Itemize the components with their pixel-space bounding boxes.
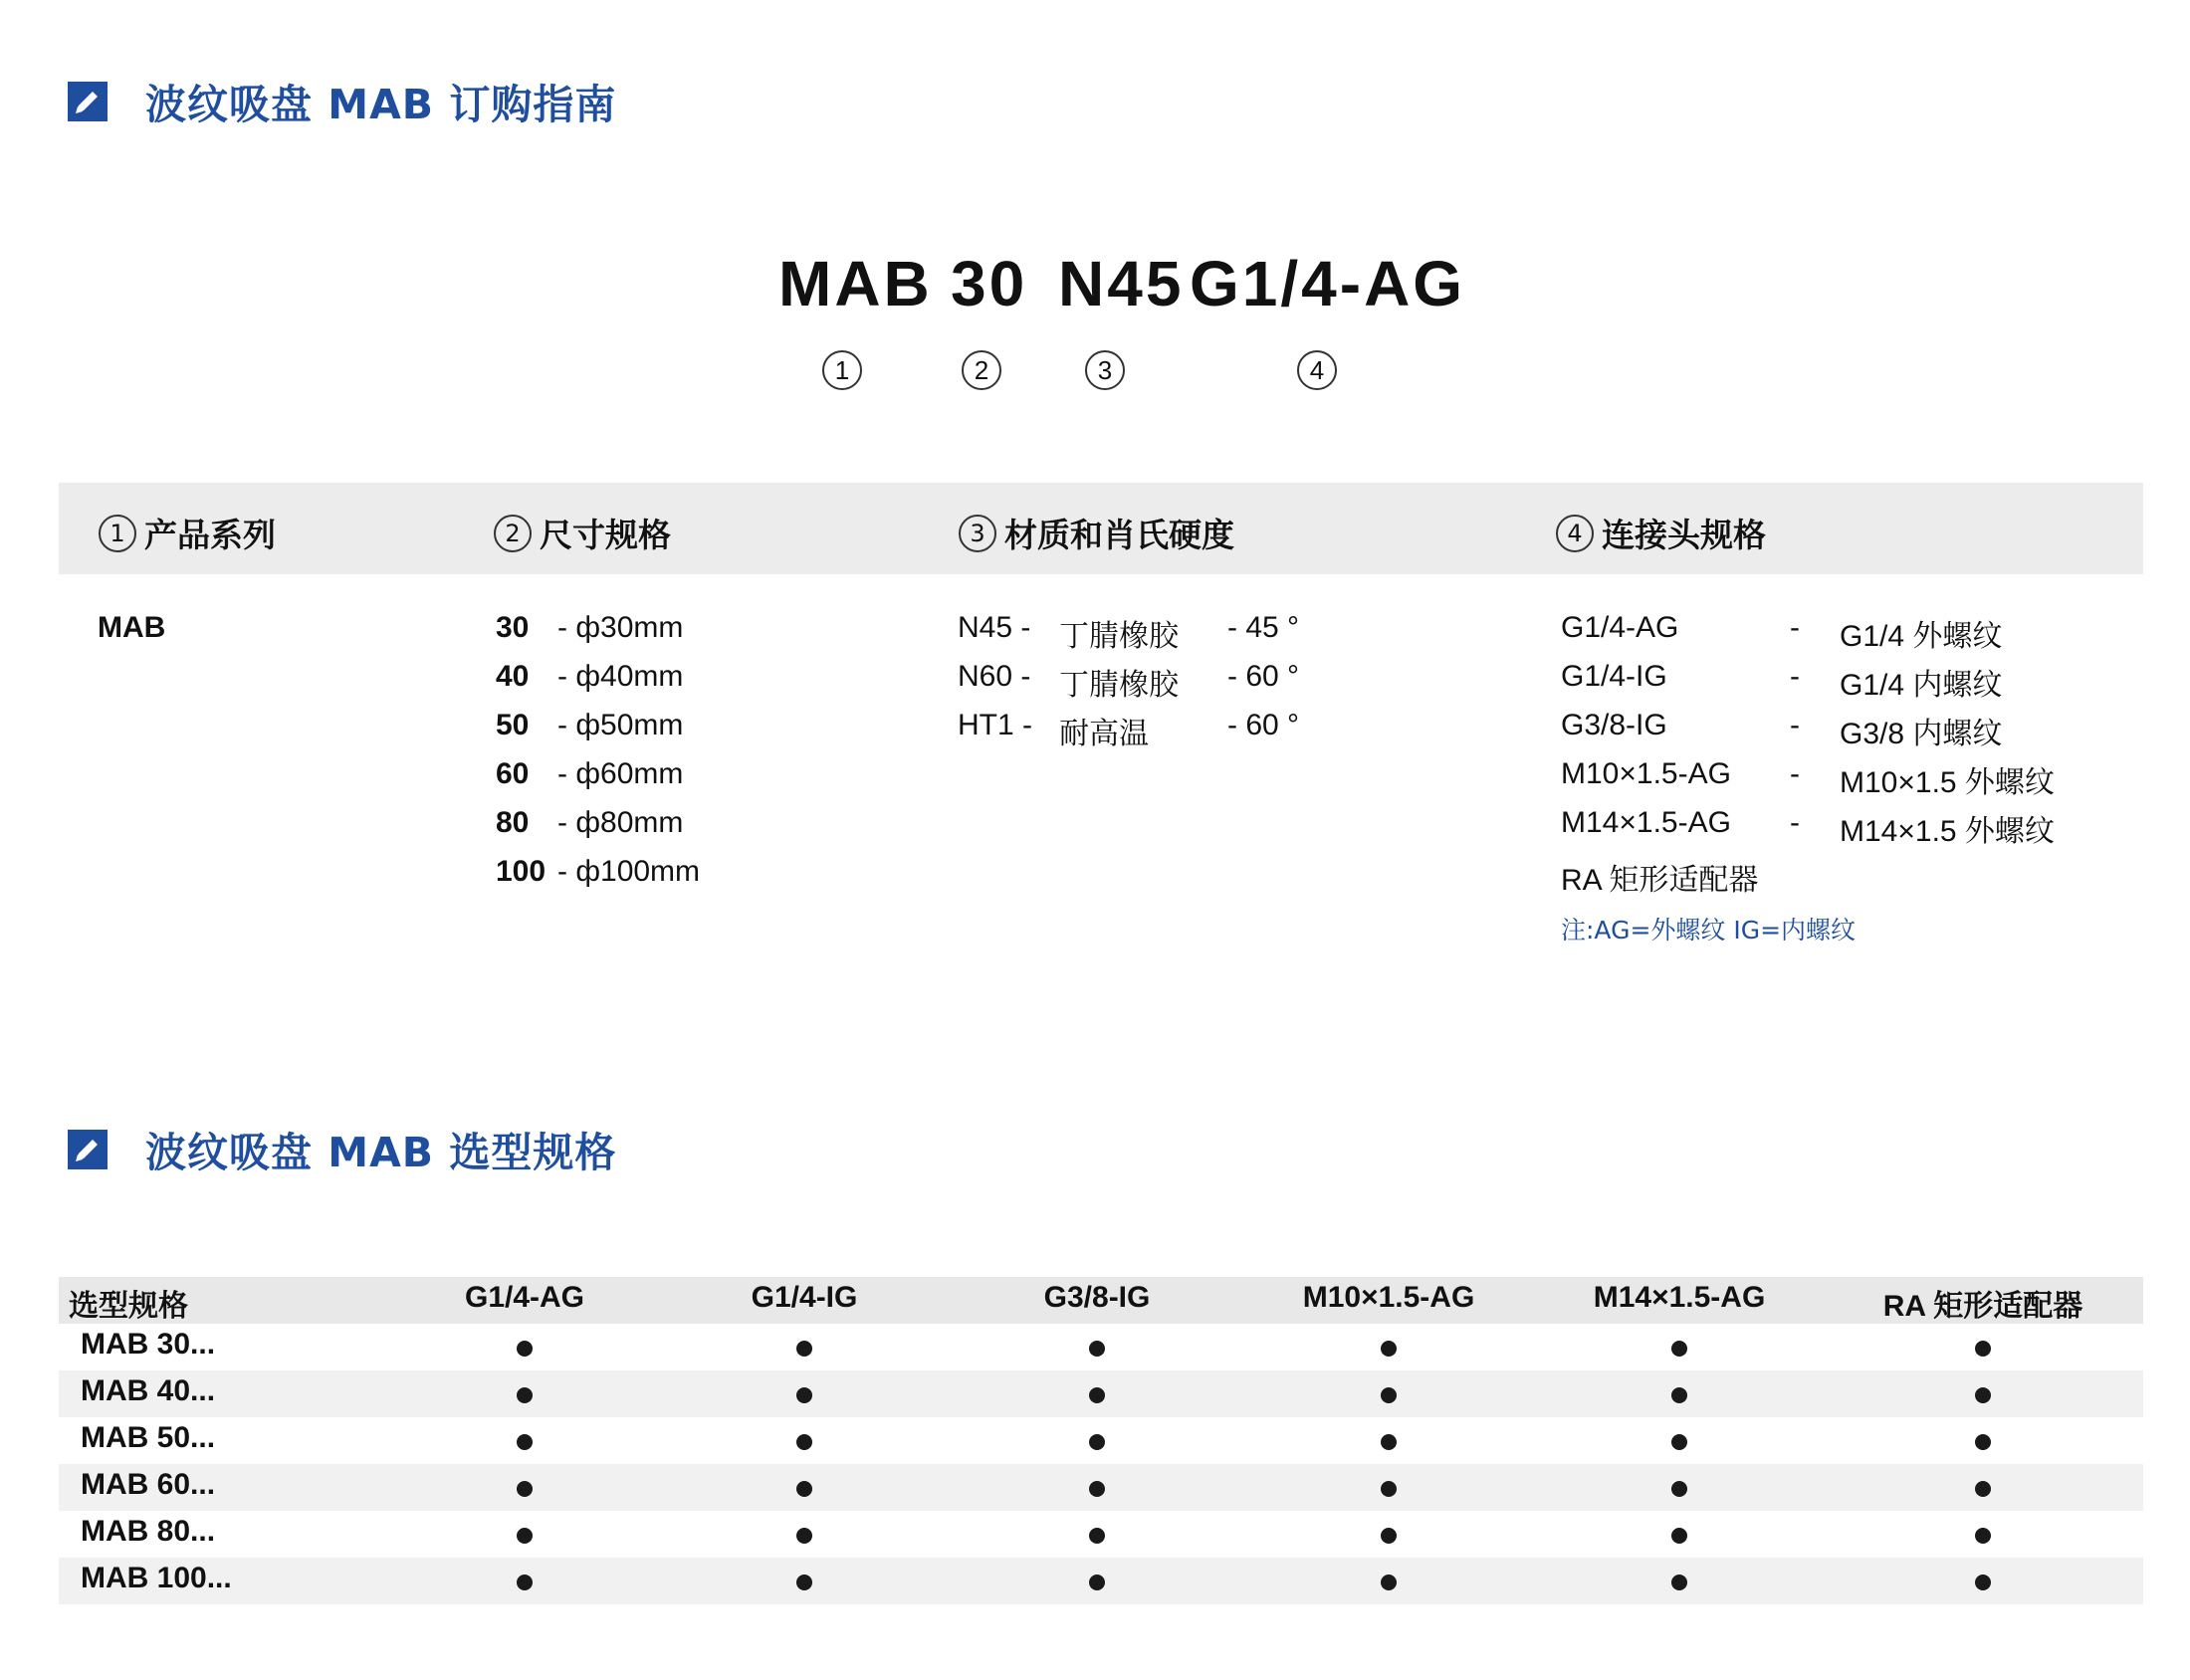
availability-dot: [1089, 1575, 1105, 1590]
availability-dot: [1381, 1575, 1397, 1590]
material-hardness: - 60 °: [1227, 709, 1300, 741]
number-circle: 1: [99, 515, 136, 552]
adapter-label: RA 矩形适配器: [1561, 864, 1759, 897]
availability-dot: [1671, 1341, 1687, 1357]
availability-dot: [1671, 1387, 1687, 1403]
code-part-size: 30: [951, 248, 1028, 319]
number-circle: 3: [959, 515, 996, 552]
order-code: [0, 247, 2190, 326]
availability-dot: [1089, 1434, 1105, 1450]
column-header: M14×1.5-AG: [1593, 1281, 1766, 1314]
availability-dot: [1975, 1575, 1991, 1590]
size-code: 80: [496, 806, 530, 839]
availability-dot: [1381, 1387, 1397, 1403]
code-part-material: N45: [1058, 248, 1185, 319]
row-label: MAB 40...: [81, 1374, 216, 1407]
table-row: [59, 1558, 2143, 1604]
availability-dot: [796, 1528, 812, 1544]
connector-desc: G1/4 内螺纹: [1840, 669, 2003, 702]
availability-dot: [1089, 1528, 1105, 1544]
size-code: 100: [496, 855, 547, 888]
row-label: MAB 100...: [81, 1562, 232, 1594]
spec-header-connector: [1556, 510, 1766, 556]
material-hardness: - 60 °: [1227, 660, 1300, 693]
availability-dot: [796, 1575, 812, 1590]
connector-desc: G3/8 内螺纹: [1840, 718, 2003, 750]
connector-code: G3/8-IG: [1561, 709, 1667, 741]
availability-dot: [796, 1387, 812, 1403]
code-marker-4: 4: [1297, 350, 1337, 390]
availability-dot: [1381, 1434, 1397, 1450]
size-desc: - ф80mm: [557, 806, 684, 839]
material-hardness: - 45 °: [1227, 611, 1300, 644]
section-header-selection: [68, 1120, 616, 1178]
header-label: 材质和肖氏硬度: [1004, 516, 1234, 554]
connector-code: G1/4-IG: [1561, 660, 1667, 693]
availability-dot: [1975, 1434, 1991, 1450]
connector-dash: -: [1790, 806, 1800, 839]
availability-dot: [1671, 1575, 1687, 1590]
connector-dash: -: [1790, 709, 1800, 741]
connector-dash: -: [1790, 660, 1800, 693]
connector-desc: M10×1.5 外螺纹: [1840, 766, 2055, 799]
series-value: MAB: [98, 611, 166, 644]
section-title: 波纹吸盘 MAB 选型规格: [145, 1129, 617, 1176]
number-circle: 2: [494, 515, 532, 552]
size-code: 60: [496, 757, 530, 790]
availability-dot: [517, 1575, 533, 1590]
availability-dot: [1381, 1481, 1397, 1497]
row-label: MAB 80...: [81, 1515, 216, 1548]
availability-dot: [1975, 1481, 1991, 1497]
table-row: [59, 1324, 2143, 1370]
size-desc: - ф60mm: [557, 757, 684, 790]
availability-dot: [1089, 1341, 1105, 1357]
size-desc: - ф50mm: [557, 709, 684, 741]
material-name: 丁腈橡胶: [1059, 620, 1179, 653]
availability-dot: [1975, 1387, 1991, 1403]
row-label: MAB 50...: [81, 1421, 216, 1454]
size-desc: - ф100mm: [557, 855, 701, 888]
table-row: [59, 1511, 2143, 1558]
availability-dot: [517, 1387, 533, 1403]
edit-pencil-icon: [68, 1130, 108, 1169]
header-label: 产品系列: [144, 516, 276, 554]
connector-note: 注:AG=外螺纹 IG=内螺纹: [1561, 916, 1857, 945]
availability-dot: [1975, 1528, 1991, 1544]
connector-dash: -: [1790, 611, 1800, 644]
connector-dash: -: [1790, 757, 1800, 790]
table-corner-label: 选型规格: [69, 1290, 188, 1323]
availability-dot: [1381, 1528, 1397, 1544]
code-marker-2: 2: [962, 350, 1001, 390]
availability-dot: [517, 1434, 533, 1450]
availability-dot: [1671, 1481, 1687, 1497]
table-header-row: [59, 1277, 2143, 1324]
section-title: 波纹吸盘 MAB 订购指南: [145, 81, 617, 128]
material-code: HT1 -: [958, 709, 1032, 741]
table-row: [59, 1417, 2143, 1464]
code-part-series: MAB: [778, 248, 933, 319]
size-code: 40: [496, 660, 530, 693]
availability-dot: [517, 1528, 533, 1544]
section-header-ordering: [68, 72, 616, 130]
column-header: G1/4-AG: [464, 1281, 585, 1314]
header-label: 尺寸规格: [540, 516, 671, 554]
availability-dot: [1975, 1341, 1991, 1357]
availability-dot: [1671, 1434, 1687, 1450]
availability-dot: [1089, 1387, 1105, 1403]
table-row: [59, 1370, 2143, 1417]
availability-dot: [1089, 1481, 1105, 1497]
column-header: M10×1.5-AG: [1302, 1281, 1475, 1314]
column-header: G1/4-IG: [751, 1281, 858, 1314]
availability-dot: [796, 1341, 812, 1357]
header-label: 连接头规格: [1602, 516, 1766, 554]
availability-dot: [796, 1481, 812, 1497]
column-header: G3/8-IG: [1043, 1281, 1151, 1314]
availability-dot: [1671, 1528, 1687, 1544]
spec-header-series: [99, 510, 276, 556]
edit-pencil-icon: [68, 82, 108, 121]
code-part-connector: G1/4-AG: [1190, 248, 1466, 319]
material-code: N60 -: [958, 660, 1031, 693]
code-marker-3: 3: [1085, 350, 1125, 390]
availability-dot: [796, 1434, 812, 1450]
material-name: 丁腈橡胶: [1059, 669, 1179, 702]
spec-header-material: [959, 510, 1234, 556]
row-label: MAB 60...: [81, 1468, 216, 1501]
size-desc: - ф40mm: [557, 660, 684, 693]
column-header: RA 矩形适配器: [1882, 1290, 2083, 1323]
table-row: [59, 1464, 2143, 1511]
spec-header-size: [494, 510, 671, 556]
material-name: 耐高温: [1059, 718, 1149, 750]
connector-code: M14×1.5-AG: [1561, 806, 1731, 839]
size-desc: - ф30mm: [557, 611, 684, 644]
connector-code: M10×1.5-AG: [1561, 757, 1731, 790]
connector-desc: M14×1.5 外螺纹: [1840, 815, 2055, 848]
size-code: 30: [496, 611, 530, 644]
availability-dot: [517, 1341, 533, 1357]
connector-desc: G1/4 外螺纹: [1840, 620, 2003, 653]
size-code: 50: [496, 709, 530, 741]
availability-dot: [517, 1481, 533, 1497]
row-label: MAB 30...: [81, 1328, 216, 1361]
connector-code: G1/4-AG: [1561, 611, 1679, 644]
material-code: N45 -: [958, 611, 1031, 644]
code-marker-1: 1: [822, 350, 862, 390]
availability-dot: [1381, 1341, 1397, 1357]
number-circle: 4: [1556, 515, 1594, 552]
